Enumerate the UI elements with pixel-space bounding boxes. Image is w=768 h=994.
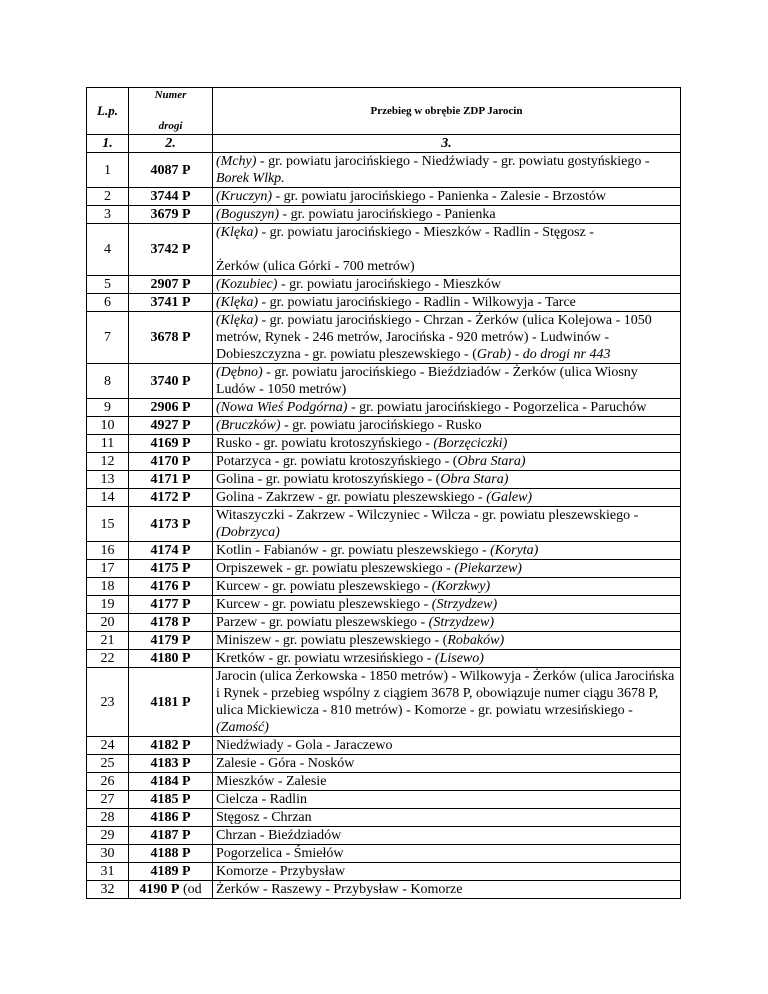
road-number-value: 3744 P <box>150 189 191 204</box>
row-route <box>213 863 681 881</box>
route-place-italic: (Lisewo) <box>434 651 484 666</box>
row-route <box>213 276 681 294</box>
route-text: Golina - gr. powiatu krotoszyńskiego - ( <box>216 472 441 487</box>
row-lp: 18 <box>87 578 129 596</box>
route-text: - gr. powiatu jarocińskiego - Radlin - Wilkowyja - Tarce <box>257 295 576 310</box>
route-place-italic: (Kozubiec) <box>216 277 278 292</box>
route-place-italic: (Nowa Wieś Podgórna) <box>216 400 348 415</box>
road-number-value: 3678 P <box>150 330 191 345</box>
table-row <box>87 881 681 899</box>
table-row <box>87 188 681 206</box>
table-row <box>87 471 681 489</box>
row-route <box>213 542 681 560</box>
table-row <box>87 668 681 737</box>
row-lp: 29 <box>87 827 129 845</box>
road-number-value: 4187 P <box>150 828 191 843</box>
header-lp: L.p. <box>87 88 129 135</box>
road-number-value: 4183 P <box>150 756 191 771</box>
row-road-number <box>129 632 213 650</box>
table-row <box>87 364 681 399</box>
row-route <box>213 364 681 399</box>
route-place-italic: (Piekarzew) <box>454 561 522 576</box>
row-road-number <box>129 827 213 845</box>
row-road-number <box>129 773 213 791</box>
row-road-number <box>129 153 213 188</box>
row-lp: 6 <box>87 294 129 312</box>
route-text: - gr. powiatu jarocińskiego - Panienka - Zalesie - Brzostów <box>272 189 606 204</box>
table-row <box>87 845 681 863</box>
row-lp: 17 <box>87 560 129 578</box>
row-road-number <box>129 294 213 312</box>
row-lp: 19 <box>87 596 129 614</box>
route-text: Miniszew - gr. powiatu pleszewskiego - ( <box>216 633 448 648</box>
route-text: Mieszków - Zalesie <box>216 774 327 789</box>
row-road-number <box>129 809 213 827</box>
row-route <box>213 668 681 737</box>
row-route <box>213 507 681 542</box>
row-road-number <box>129 791 213 809</box>
table-row <box>87 435 681 453</box>
row-lp: 3 <box>87 206 129 224</box>
route-text: Potarzyca - gr. powiatu krotoszyńskiego - ( <box>216 454 458 469</box>
row-lp: 7 <box>87 312 129 364</box>
route-place-italic: (Bruczków) <box>216 418 281 433</box>
row-road-number <box>129 399 213 417</box>
road-number-value: 4179 P <box>150 633 191 648</box>
row-route <box>213 596 681 614</box>
row-route <box>213 399 681 417</box>
route-place-italic: (Klęka) <box>216 225 258 240</box>
road-number-value: 3742 P <box>150 242 191 257</box>
row-lp: 23 <box>87 668 129 737</box>
road-number-value: 4927 P <box>150 418 191 433</box>
table-row <box>87 489 681 507</box>
row-route <box>213 224 681 276</box>
row-lp: 31 <box>87 863 129 881</box>
row-lp: 9 <box>87 399 129 417</box>
row-road-number <box>129 224 213 276</box>
row-lp: 16 <box>87 542 129 560</box>
row-route <box>213 312 681 364</box>
row-route <box>213 881 681 899</box>
route-text: - gr. powiatu jarocińskiego - Mieszków <box>277 277 501 292</box>
row-lp: 1 <box>87 153 129 188</box>
road-number-value: 4175 P <box>150 561 191 576</box>
row-road-number <box>129 417 213 435</box>
route-place-italic: (Klęka) <box>216 313 258 328</box>
row-lp: 15 <box>87 507 129 542</box>
row-road-number <box>129 312 213 364</box>
table-row <box>87 755 681 773</box>
road-number-value: 4186 P <box>150 810 191 825</box>
road-number-value: 4178 P <box>150 615 191 630</box>
table-row <box>87 827 681 845</box>
row-road-number <box>129 755 213 773</box>
route-text: - gr. powiatu jarocińskiego - Niedźwiady - gr. powiatu gostyńskiego - <box>256 154 650 169</box>
road-number-value: 4087 P <box>150 162 191 178</box>
row-road-number <box>129 845 213 863</box>
column-number-1: 1. <box>87 135 129 153</box>
row-route <box>213 206 681 224</box>
road-number-value: 3679 P <box>150 207 191 222</box>
row-road-number <box>129 614 213 632</box>
header-row <box>87 88 681 135</box>
table-row <box>87 399 681 417</box>
row-road-number <box>129 453 213 471</box>
row-lp: 14 <box>87 489 129 507</box>
route-text: Cielcza - Radlin <box>216 792 307 807</box>
route-place-italic: Obra Stara) <box>457 454 526 469</box>
road-number-value: 3741 P <box>150 295 191 310</box>
header-numer-top: Numer <box>154 89 187 101</box>
road-number-value: 4181 P <box>150 694 191 710</box>
table-row <box>87 542 681 560</box>
route-text: Pogorzelica - Śmiełów <box>216 846 344 861</box>
row-road-number <box>129 364 213 399</box>
route-text: Stęgosz - Chrzan <box>216 810 312 825</box>
route-place-italic: (Galew) <box>486 490 533 505</box>
row-route <box>213 632 681 650</box>
route-text: - gr. powiatu jarocińskiego - Bieździadów - Żerków (ulica Wiosny Ludów - 1050 metrów) <box>216 365 638 397</box>
row-road-number <box>129 489 213 507</box>
header-numer-bottom: drogi <box>158 120 183 132</box>
table-row <box>87 614 681 632</box>
roads-table <box>86 87 681 899</box>
row-route <box>213 453 681 471</box>
row-lp: 32 <box>87 881 129 899</box>
road-number-value: 4189 P <box>150 864 191 879</box>
table-row <box>87 276 681 294</box>
route-text: Komorze - Przybysław <box>216 864 346 879</box>
route-place-italic: Grab) - do drogi nr 443 <box>476 347 611 362</box>
table-row <box>87 596 681 614</box>
road-number-value: 4170 P <box>150 454 191 469</box>
route-text: Kurcew - gr. powiatu pleszewskiego - <box>216 579 432 594</box>
road-number-value: 3740 P <box>150 373 191 389</box>
row-route <box>213 755 681 773</box>
row-route <box>213 737 681 755</box>
table-row <box>87 294 681 312</box>
row-lp: 24 <box>87 737 129 755</box>
road-number-value: 4176 P <box>150 579 191 594</box>
row-lp: 8 <box>87 364 129 399</box>
row-road-number <box>129 471 213 489</box>
route-place-italic: Obra Stara) <box>440 472 509 487</box>
route-text: Golina - Zakrzew - gr. powiatu pleszewskiego - <box>216 490 487 505</box>
route-place-italic: (Kruczyn) <box>216 189 272 204</box>
route-place-italic: Robaków) <box>447 633 505 648</box>
row-lp: 13 <box>87 471 129 489</box>
row-lp: 20 <box>87 614 129 632</box>
route-place-italic: (Dobrzyca) <box>216 525 280 540</box>
route-place-italic: (Strzydzew) <box>428 615 494 630</box>
road-number-note: (od <box>179 882 202 897</box>
row-route <box>213 489 681 507</box>
row-road-number <box>129 881 213 899</box>
route-text: Żerków - Raszewy - Przybysław - Komorze <box>216 882 463 897</box>
row-lp: 25 <box>87 755 129 773</box>
row-route <box>213 845 681 863</box>
route-text: - gr. powiatu jarocińskiego - Chrzan - Żerków (ulica Kolejowa - 1050 metrów, Rynek - 246 metrów, Jarocińska - 920 metrów) - Ludwinów - Dobieszczyzna - gr. powiatu pleszewskiego - ( <box>216 313 652 362</box>
route-text: Rusko - gr. powiatu krotoszyńskiego - <box>216 436 434 451</box>
row-lp: 10 <box>87 417 129 435</box>
road-number-value: 4174 P <box>150 543 191 558</box>
route-place-italic: (Strzydzew) <box>431 597 498 612</box>
route-place-italic: (Korzkwy) <box>431 579 491 594</box>
route-place-italic: (Dębno) <box>216 365 263 380</box>
road-number-value: 4169 P <box>150 436 191 451</box>
row-lp: 4 <box>87 224 129 276</box>
column-number-3: 3. <box>213 135 681 153</box>
route-text: Zalesie - Góra - Nosków <box>216 756 355 771</box>
row-route <box>213 294 681 312</box>
table-row <box>87 453 681 471</box>
route-text: Kotlin - Fabianów - gr. powiatu pleszewskiego - <box>216 543 491 558</box>
row-route <box>213 614 681 632</box>
route-place-italic: (Mchy) <box>216 154 257 169</box>
route-text: - gr. powiatu jarocińskiego - Panienka <box>279 207 496 222</box>
table-row <box>87 312 681 364</box>
row-route <box>213 188 681 206</box>
road-number-value: 4173 P <box>150 516 191 532</box>
row-road-number <box>129 650 213 668</box>
route-place-italic: (Koryta) <box>490 543 539 558</box>
route-text: Orpiszewek - gr. powiatu pleszewskiego - <box>216 561 455 576</box>
row-lp: 27 <box>87 791 129 809</box>
road-number-value: 4184 P <box>150 774 191 789</box>
table-row <box>87 809 681 827</box>
road-number-value: 4171 P <box>150 472 191 487</box>
row-road-number <box>129 206 213 224</box>
route-place-italic: (Boguszyn) <box>216 207 279 222</box>
road-number-value: 4177 P <box>150 597 191 612</box>
row-lp: 30 <box>87 845 129 863</box>
row-route <box>213 827 681 845</box>
route-place-italic: (Zamość) <box>216 720 269 735</box>
table-row <box>87 737 681 755</box>
table-row <box>87 863 681 881</box>
route-text: Chrzan - Bieździadów <box>216 828 342 843</box>
row-lp: 28 <box>87 809 129 827</box>
row-route <box>213 791 681 809</box>
route-text: - gr. powiatu jarocińskiego - Rusko <box>280 418 482 433</box>
row-route <box>213 773 681 791</box>
road-number-value: 2907 P <box>150 277 191 292</box>
row-road-number <box>129 188 213 206</box>
row-route <box>213 650 681 668</box>
row-route <box>213 153 681 188</box>
table-row <box>87 224 681 276</box>
table-row <box>87 417 681 435</box>
row-route <box>213 417 681 435</box>
row-lp: 5 <box>87 276 129 294</box>
route-text: - gr. powiatu jarocińskiego - Pogorzelica - Paruchów <box>347 400 647 415</box>
table-row <box>87 650 681 668</box>
table-row <box>87 153 681 188</box>
row-lp: 2 <box>87 188 129 206</box>
row-road-number <box>129 560 213 578</box>
road-number-value: 4185 P <box>150 792 191 807</box>
row-road-number <box>129 542 213 560</box>
row-route <box>213 578 681 596</box>
row-road-number <box>129 863 213 881</box>
route-place-italic: Borek Wlkp. <box>216 171 285 186</box>
road-number-value: 4172 P <box>150 490 191 505</box>
route-place-italic: (Borzęciczki) <box>433 436 508 451</box>
row-road-number <box>129 276 213 294</box>
row-lp: 11 <box>87 435 129 453</box>
road-number-value: 4190 P <box>139 882 180 897</box>
road-number-value: 2906 P <box>150 400 191 415</box>
column-number-row <box>87 135 681 153</box>
route-text: Kretków - gr. powiatu wrzesińskiego - <box>216 651 435 666</box>
table-row <box>87 773 681 791</box>
route-text: Witaszyczki - Zakrzew - Wilczyniec - Wilcza - gr. powiatu pleszewskiego - <box>216 508 639 523</box>
row-road-number <box>129 737 213 755</box>
road-number-value: 4182 P <box>150 738 191 753</box>
row-route <box>213 471 681 489</box>
route-text: Kurcew - gr. powiatu pleszewskiego - <box>216 597 432 612</box>
route-text: - gr. powiatu jarocińskiego - Mieszków - Radlin - Stęgosz - Żerków (ulica Górki - 700 metrów) <box>216 225 594 274</box>
road-number-value: 4188 P <box>150 846 191 861</box>
row-road-number <box>129 435 213 453</box>
road-number-value: 4180 P <box>150 651 191 666</box>
row-lp: 26 <box>87 773 129 791</box>
row-lp: 12 <box>87 453 129 471</box>
route-text: Niedźwiady - Gola - Jaraczewo <box>216 738 393 753</box>
header-numer <box>129 88 213 135</box>
column-number-2: 2. <box>129 135 213 153</box>
row-road-number <box>129 578 213 596</box>
route-text: Parzew - gr. powiatu pleszewskiego - <box>216 615 429 630</box>
row-lp: 22 <box>87 650 129 668</box>
route-place-italic: (Klęka) <box>216 295 258 310</box>
row-route <box>213 809 681 827</box>
table-row <box>87 507 681 542</box>
table-row <box>87 560 681 578</box>
table-row <box>87 578 681 596</box>
row-road-number <box>129 596 213 614</box>
table-row <box>87 632 681 650</box>
table-row <box>87 791 681 809</box>
row-route <box>213 560 681 578</box>
route-text: Jarocin (ulica Żerkowska - 1850 metrów) - Wilkowyja - Żerków (ulica Jarocińska i Rynek - przebieg wspólny z ciągiem 3678 P, obowiązuje numer ciągu 3678 P, ulica Mickiewicza - 810 metrów) - Komorze - gr. powiatu wrzesińskiego - <box>216 669 675 718</box>
row-route <box>213 435 681 453</box>
row-road-number <box>129 507 213 542</box>
row-road-number <box>129 668 213 737</box>
row-lp: 21 <box>87 632 129 650</box>
table-row <box>87 206 681 224</box>
header-route: Przebieg w obrębie ZDP Jarocin <box>213 88 681 135</box>
